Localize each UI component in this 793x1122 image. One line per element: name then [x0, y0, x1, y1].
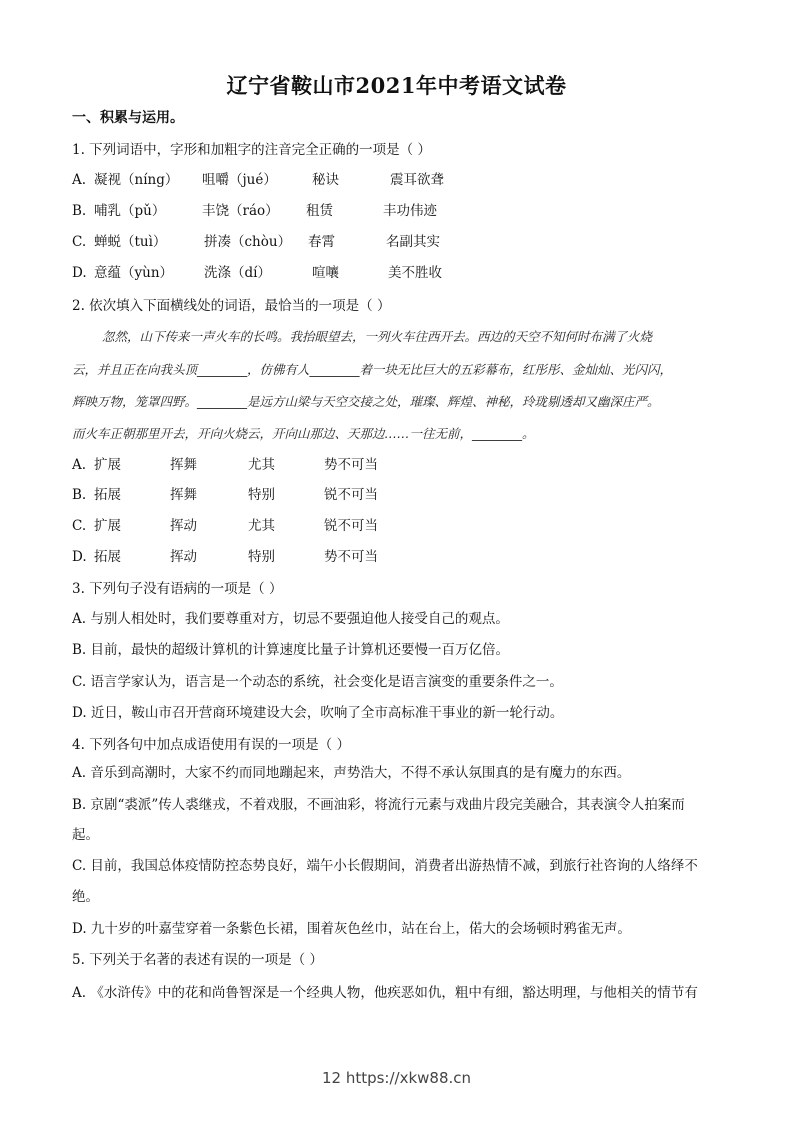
q3-option-c: C. 语言学家认为，语言是一个动态的系统，社会变化是语言演变的重要条件之一。 — [72, 674, 563, 690]
option-word: 凝视（níng） — [94, 172, 179, 188]
option-label: C. — [72, 518, 87, 534]
q4-option-b: B. 京剧“裘派”传人裘继戎，不着戏服，不画油彩，将流行元素与戏曲片段完美融合，其表演令人拍案而 — [72, 797, 685, 813]
option-word: 喧嚷 — [312, 265, 339, 281]
option-word: 特别 — [248, 549, 275, 565]
q4-option-c-cont: 绝。 — [72, 889, 99, 905]
option-label: D. — [72, 549, 87, 565]
option-word: 名副其实 — [386, 234, 440, 250]
passage-line: 云，并且正在向我头顶________，仿佛有人________着一块无比巨大的五彩幕布，红彤彤、金灿灿、光闪闪， — [72, 362, 673, 377]
option-word: 震耳欲聋 — [390, 172, 444, 188]
option-label: A. — [72, 457, 87, 473]
question-4-stem: 4. 下列各句中加点成语使用有误的一项是（ ） — [72, 737, 350, 753]
q5-option-a: A. 《水浒传》中的花和尚鲁智深是一个经典人物，他疾恶如仇，粗中有细，豁达明理，与他相关的情节有 — [72, 985, 698, 1001]
option-word: 拓展 — [94, 487, 121, 503]
option-word: 锐不可当 — [324, 518, 378, 534]
question-2-stem: 2. 依次填入下面横线处的词语，最恰当的一项是（ ） — [72, 298, 391, 314]
option-word: 势不可当 — [324, 457, 378, 473]
q4-option-b-cont: 起。 — [72, 827, 99, 843]
option-word: 春霄 — [308, 234, 335, 250]
question-5-stem: 5. 下列关于名著的表述有误的一项是（ ） — [72, 952, 323, 968]
option-word: 特别 — [248, 487, 275, 503]
option-word: 挥动 — [170, 518, 197, 534]
option-word: 哺乳（pǔ） — [94, 203, 166, 219]
option-word: 咀嚼（jué） — [202, 172, 277, 188]
page-title: 辽宁省鞍山市2021年中考语文试卷 — [226, 73, 567, 98]
option-word: 洗涤（dí） — [204, 265, 271, 281]
section-heading: 一、积累与运用。 — [72, 110, 184, 126]
passage-line: 而火车正朝那里开去，开向火烧云，开向山那边、天那边……一往无前，________。 — [72, 426, 535, 441]
option-word: 拓展 — [94, 549, 121, 565]
option-word: 挥舞 — [170, 487, 197, 503]
option-word: 扩展 — [94, 457, 121, 473]
option-word: 秘诀 — [312, 172, 339, 188]
passage-line: 辉映万物，笼罩四野。________是远方山梁与天空交接之处，璀璨、辉煌、神秘，玲珑剔透却又幽深庄严。 — [72, 394, 660, 409]
option-word: 锐不可当 — [324, 487, 378, 503]
q3-option-d: D. 近日，鞍山市召开营商环境建设大会，吹响了全市高标准干事业的新一轮行动。 — [72, 705, 564, 721]
option-word: 丰饶（ráo） — [202, 203, 279, 219]
q3-option-a: A. 与别人相处时，我们要尊重对方，切忌不要强迫他人接受自己的观点。 — [72, 611, 509, 627]
option-word: 势不可当 — [324, 549, 378, 565]
q4-option-a: A. 音乐到高潮时，大家不约而同地蹦起来，声势浩大，不得不承认氛围真的是有魔力的东西。 — [72, 765, 631, 781]
option-label: C. — [72, 234, 87, 250]
option-word: 拼凑（chòu） — [204, 234, 292, 250]
question-1-stem: 1. 下列词语中，字形和加粗字的注音完全正确的一项是（ ） — [72, 142, 431, 158]
option-word: 挥舞 — [170, 457, 197, 473]
option-word: 尤其 — [248, 518, 275, 534]
option-word: 丰功伟迹 — [383, 203, 437, 219]
page-footer: 12 https://xkw88.cn — [321, 1069, 472, 1087]
q4-option-d: D. 九十岁的叶嘉莹穿着一条紫色长裙，围着灰色丝巾，站在台上，偌大的会场顿时鸦雀无声。 — [72, 921, 631, 937]
option-word: 美不胜收 — [388, 265, 442, 281]
option-word: 意蕴（yùn） — [94, 265, 174, 281]
option-word: 蝉蜕（tuì） — [94, 234, 167, 250]
option-word: 扩展 — [94, 518, 121, 534]
option-word: 挥动 — [170, 549, 197, 565]
q4-option-c: C. 目前，我国总体疫情防控态势良好，端午小长假期间，消费者出游热情不减，到旅行社咨询的人络绎不 — [72, 858, 698, 874]
option-word: 租赁 — [306, 203, 333, 219]
q3-option-b: B. 目前，最快的超级计算机的计算速度比量子计算机还要慢一百万亿倍。 — [72, 642, 510, 658]
question-3-stem: 3. 下列句子没有语病的一项是（ ） — [72, 581, 283, 597]
passage-line: 忽然，山下传来一声火车的长鸣。我抬眼望去，一列火车往西开去。西边的天空不知何时布满了火烧 — [102, 329, 653, 344]
option-label: D. — [72, 265, 87, 281]
option-word: 尤其 — [248, 457, 275, 473]
option-label: B. — [72, 487, 87, 503]
option-label: A. — [72, 172, 87, 188]
option-label: B. — [72, 203, 87, 219]
